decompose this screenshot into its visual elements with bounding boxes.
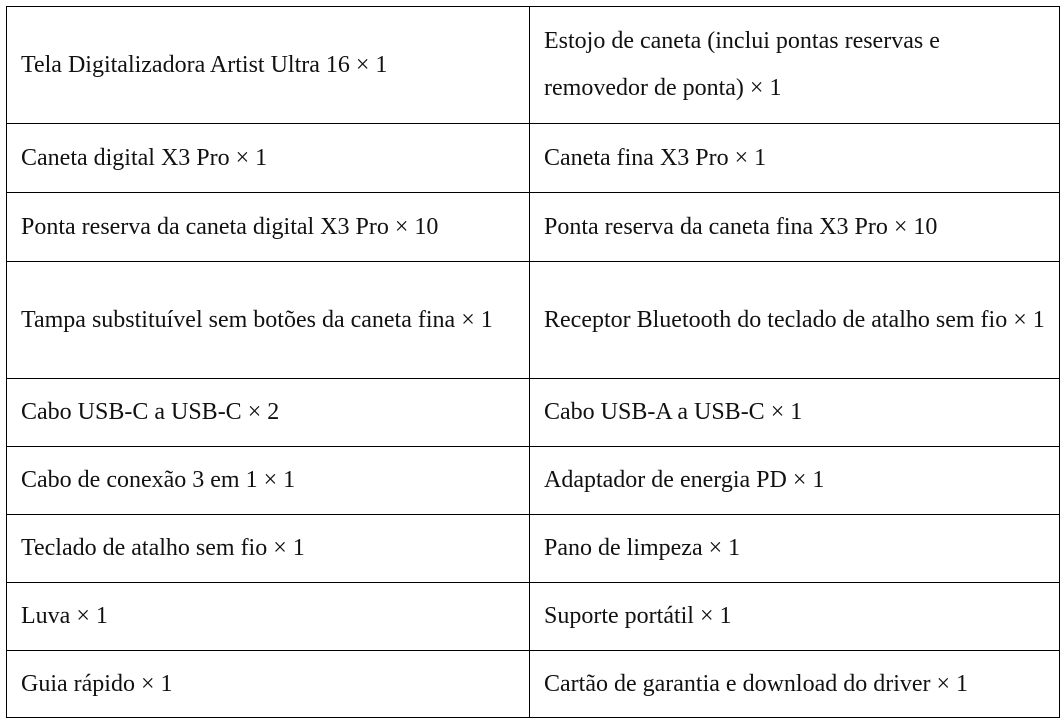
table-cell: Adaptador de energia PD × 1 xyxy=(530,447,1060,515)
table-cell: Tela Digitalizadora Artist Ultra 16 × 1 xyxy=(7,7,530,124)
table-row xyxy=(7,262,1060,379)
table-row xyxy=(7,7,1060,124)
table-cell: Pano de limpeza × 1 xyxy=(530,515,1060,583)
table-cell: Caneta digital X3 Pro × 1 xyxy=(7,124,530,193)
table-row xyxy=(7,447,1060,515)
table-cell: Cabo USB-A a USB-C × 1 xyxy=(530,379,1060,447)
table-cell: Cartão de garantia e download do driver × 1 xyxy=(530,651,1060,718)
table-cell: Ponta reserva da caneta digital X3 Pro × 10 xyxy=(7,193,530,262)
table-cell: Guia rápido × 1 xyxy=(7,651,530,718)
table-cell: Suporte portátil × 1 xyxy=(530,583,1060,651)
table-cell: Cabo USB-C a USB-C × 2 xyxy=(7,379,530,447)
table-row xyxy=(7,379,1060,447)
table-cell: Ponta reserva da caneta fina X3 Pro × 10 xyxy=(530,193,1060,262)
table-cell: Cabo de conexão 3 em 1 × 1 xyxy=(7,447,530,515)
table-cell: Receptor Bluetooth do teclado de atalho sem fio × 1 xyxy=(530,262,1060,379)
table-cell: Estojo de caneta (inclui pontas reservas e removedor de ponta) × 1 xyxy=(530,7,1060,124)
table-row xyxy=(7,651,1060,718)
table-cell: Luva × 1 xyxy=(7,583,530,651)
table-cell: Caneta fina X3 Pro × 1 xyxy=(530,124,1060,193)
table-row xyxy=(7,583,1060,651)
table-cell: Teclado de atalho sem fio × 1 xyxy=(7,515,530,583)
package-contents-table-wrapper xyxy=(6,6,1059,718)
table-row xyxy=(7,193,1060,262)
package-contents-table xyxy=(6,6,1060,718)
table-cell: Tampa substituível sem botões da caneta fina × 1 xyxy=(7,262,530,379)
table-row xyxy=(7,515,1060,583)
table-row xyxy=(7,124,1060,193)
